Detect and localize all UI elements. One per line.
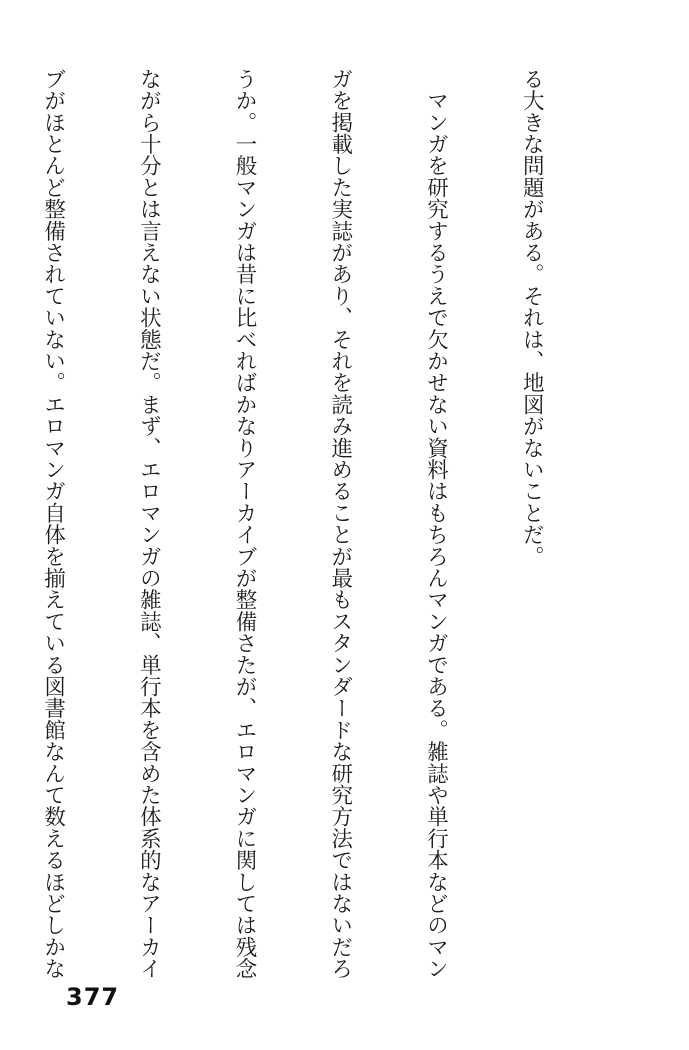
text-line: ガを掲載した実誌があり、それを読み進めることが最もスタンダードな研究方法ではないだろ — [327, 68, 353, 980]
text-line: マンガを研究するうえで欠かせない資料はもちろんマンガである。雑誌や単行本などのマン — [423, 68, 449, 980]
text-line: ながら十分とは言えない状態だ。まず、エロマンガの雑誌、単行本を含めた体系的なアーカイ — [136, 68, 162, 980]
text-line: ブがほとんど整備されていない。エロマンガ自体を揃えている図書館なんて数えるほどしかな — [40, 68, 66, 980]
text-line: うか。一般マンガは昔に比べればかなりアーカイブが整備さたが、エロマンガに関しては残念 — [232, 68, 258, 980]
text-line: る大きな問題がある。それは、地図がないことだ。 — [519, 68, 545, 568]
body-text — [0, 68, 611, 980]
page-number: 377 — [66, 983, 120, 1011]
